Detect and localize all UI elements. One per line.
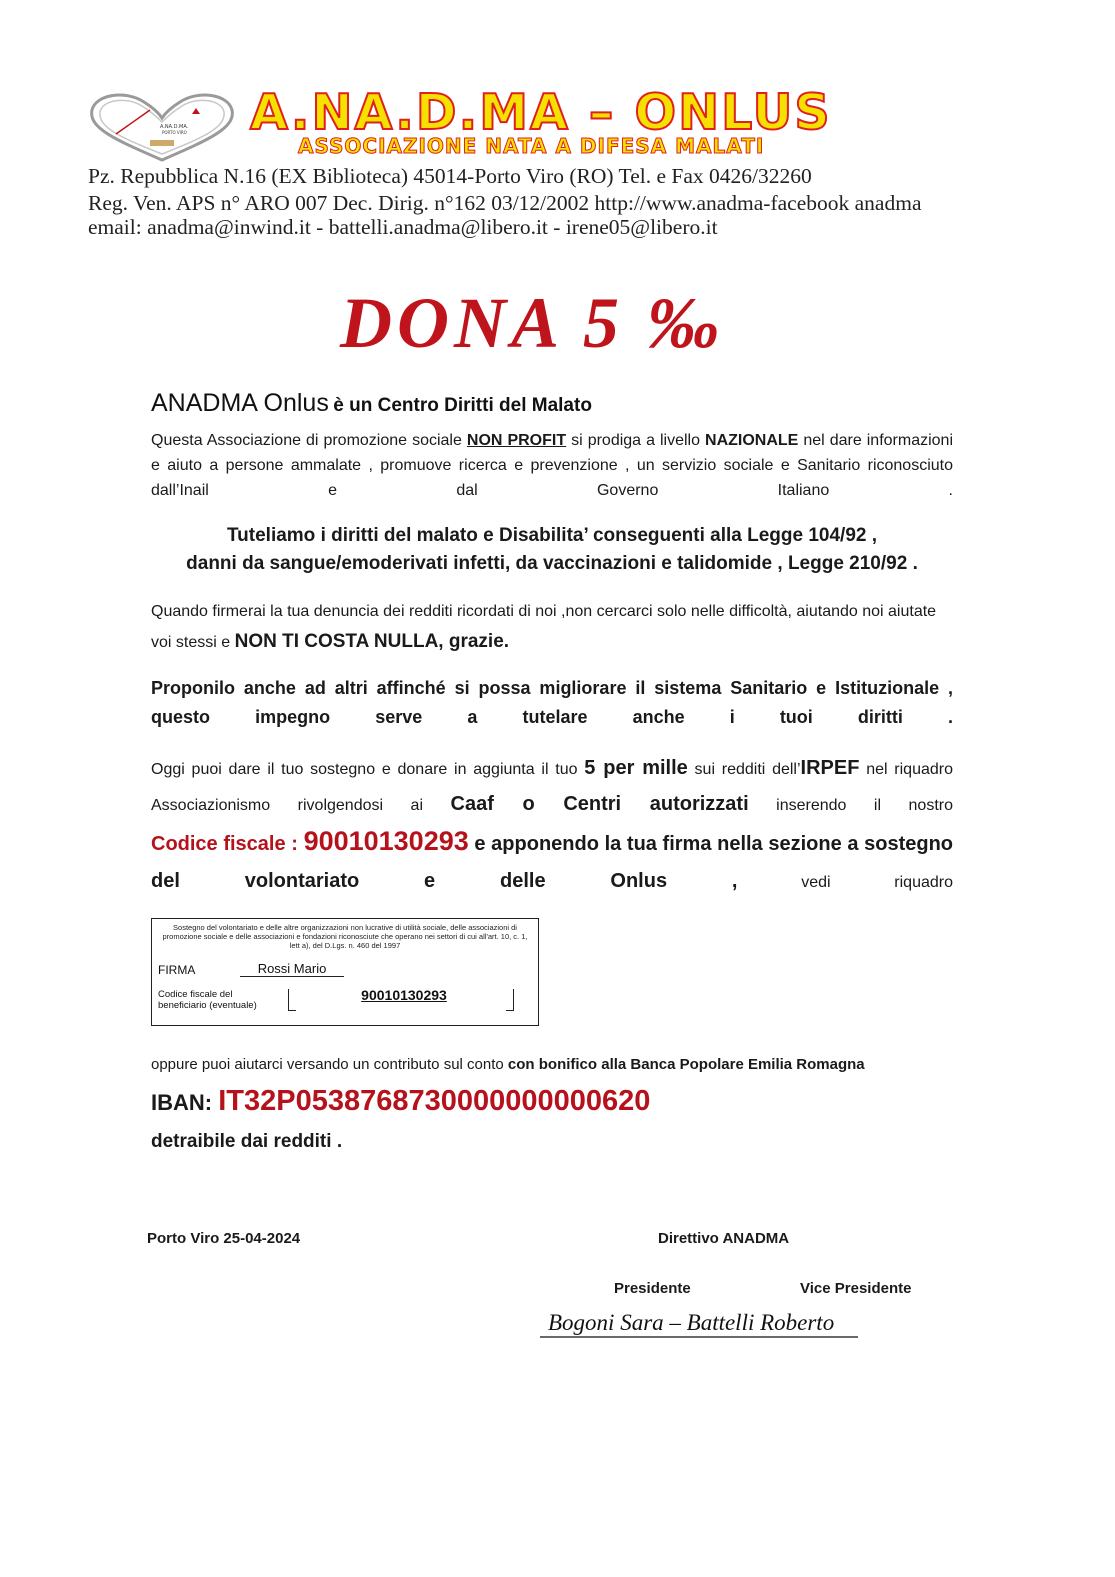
firma-value: Rossi Mario [240,961,344,977]
codice-fiscale-label: Codice fiscale : [151,833,298,855]
address-line-2: Reg. Ven. APS n° ARO 007 Dec. Dirig. n°162 03/12/2002 http://www.anadma-facebook anadma [88,191,922,215]
paragraph-cinque-per-mille: Oggi puoi dare il tuo sostegno e donare in aggiunta il tuo 5 per mille sui redditi dell’IRPEF nel riquadro Associazionismo rivolgendosi ai Caaf o Centri autorizzati inserendo il nostro [151,757,954,815]
form-header-text: Sostegno del volontariato e delle altre organizzazioni non lucrative di utilità sociale, delle associazioni di promozione sociale e delle associazioni e fondazioni riconosciute che operano nei settori di cui all'art. 10, c. 1, lett a), del D.Lgs. n. 460 del 1997 [162,923,528,950]
nazionale-label: NAZIONALE [705,432,799,449]
cf-label: Codice fiscale del beneficiario (eventuale) [158,989,257,1011]
tax-form-example [151,918,539,1026]
org-name: A.NA.D.MA – ONLUS [250,84,832,141]
iban-label: IBAN: [151,1090,219,1115]
iban-line [151,1081,953,1126]
paragraph-description: Questa Associazione di promozione sociale NON PROFIT si prodiga a livello NAZIONALE nel dare informazioni e aiuto a persone ammalate , promuove ricerca e prevenzione , un servizio sociale e Sanitario riconosciuto dall’Inail e dal Governo Italiano . [151,432,954,499]
email-line: email: anadma@inwind.it - battelli.anadma@libero.it - irene05@libero.it [88,215,718,239]
direttivo-label: Direttivo ANADMA [658,1230,790,1247]
non-profit-label: NON PROFIT [466,432,567,449]
intro-tagline: è un Centro Diritti del Malato [333,395,592,416]
caaf-label: Caaf o Centri autorizzati [450,793,749,815]
handwritten-signature [540,1305,860,1345]
paragraph-bonifico: oppure puoi aiutarci versando un contributo sul conto con bonifico alla Banca Popolare Emilia Romagna [151,1056,865,1073]
tutela-line-1: Tuteliamo i diritti del malato e Disabilita’ conseguenti alla Legge 104/92 , [226,525,878,546]
presidente-label: Presidente [614,1280,691,1297]
paragraph-proponilo: Proponilo anche ad altri affinché si possa migliorare il sistema Sanitario e Istituzionale , questo impegno serve a tutelare anche i tuoi diritti . [151,678,953,727]
vice-presidente-label: Vice Presidente [800,1280,912,1297]
non-ti-costa-nulla: NON TI COSTA NULLA, grazie. [234,631,510,652]
paragraph-redditi: Quando firmerai la tua denuncia dei redditi ricordati di noi ,non cercarci solo nelle difficoltà, aiutando noi aiutate voi stessi e NON TI COSTA NULLA, grazie. [151,603,937,652]
signature-text: Bogoni Sara – Battelli Roberto [548,1310,835,1335]
codice-fiscale-number: 90010130293 [303,826,469,856]
cf-value: 90010130293 [361,987,447,1003]
intro-heading [151,389,592,418]
irpef-label: IRPEF [800,757,860,779]
intro-name: ANADMA Onlus [151,389,329,417]
firma-label: FIRMA [158,963,196,977]
org-subtitle: ASSOCIAZIONE NATA A DIFESA MALATI [298,134,765,158]
paragraph-codice-fiscale: Codice fiscale : 90010130293 e apponendo la tua firma nella sezione a sostegno del volontariato e delle Onlus , vedi riquadro [151,826,954,892]
cinque-per-mille: 5 per mille [584,757,688,779]
address-line-1: Pz. Repubblica N.16 (EX Biblioteca) 45014-Porto Viro (RO) Tel. e Fax 0426/32260 [88,164,812,188]
iban-value: IT32P0538768730000000000620 [218,1085,651,1117]
tutela-line-2: danni da sangue/emoderivati infetti, da vaccinazioni e talidomide , Legge 210/92 . [186,553,918,574]
dona-title: DONA 5 ‰ [340,283,725,363]
detraibile-text: detraibile dai redditi . [151,1131,343,1152]
svg-text:PORTO VIRO: PORTO VIRO [162,130,187,135]
anadma-heart-logo [86,88,238,164]
logo-lettering: A.NA.D.MA. [160,124,189,130]
place-date: Porto Viro 25-04-2024 [147,1230,301,1247]
